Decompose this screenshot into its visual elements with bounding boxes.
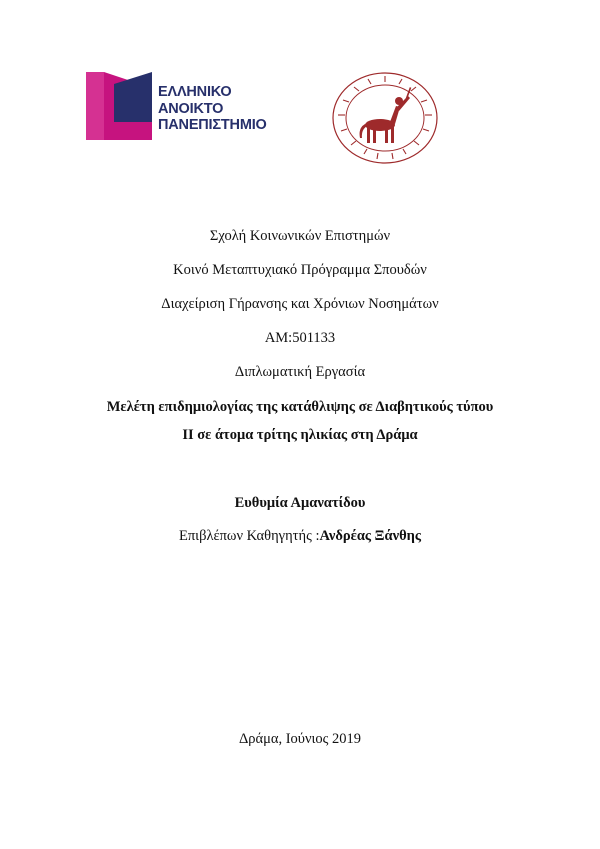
hou-logo (86, 72, 286, 140)
hou-logo-line2: ΑΝΟΙΚΤΟ (158, 100, 224, 117)
hou-logo-line1: ΕΛΛΗΝΙΚΟ (158, 84, 232, 100)
place-date: Δράμα, Ιούνιος 2019 (238, 731, 362, 747)
supervisor-name: Ανδρέας Ξάνθης (319, 528, 421, 544)
thesis-title-line1: Μελέτη επιδημιολογίας της κατάθλιψης σε Διαβητικούς τύπου (106, 399, 494, 415)
specialization-name: Διαχείριση Γήρανσης και Χρόνιων Νοσημάτων (161, 296, 439, 312)
supervisor (0, 528, 600, 545)
hou-logo-mark-icon (86, 72, 152, 140)
school-name: Σχολή Κοινωνικών Επιστημών (209, 228, 391, 244)
program-name: Κοινό Μεταπτυχιακό Πρόγραμμα Σπουδών (173, 262, 427, 278)
hou-logo-line3: ΠΑΝΕΠΙΣΤΗΜΙΟ (158, 117, 267, 133)
supervisor-label: Επιβλέπων Καθηγητής : (179, 528, 320, 544)
student-id: ΑΜ:501133 (264, 330, 336, 346)
hou-logo-text (158, 84, 267, 134)
author-name: Ευθυμία Αμανατίδου (234, 495, 366, 511)
thesis-title-line2: ΙΙ σε άτομα τρίτης ηλικίας στη Δράμα (182, 427, 418, 443)
centaur-seal-icon (330, 70, 440, 166)
document-type: Διπλωματική Εργασία (234, 364, 366, 380)
